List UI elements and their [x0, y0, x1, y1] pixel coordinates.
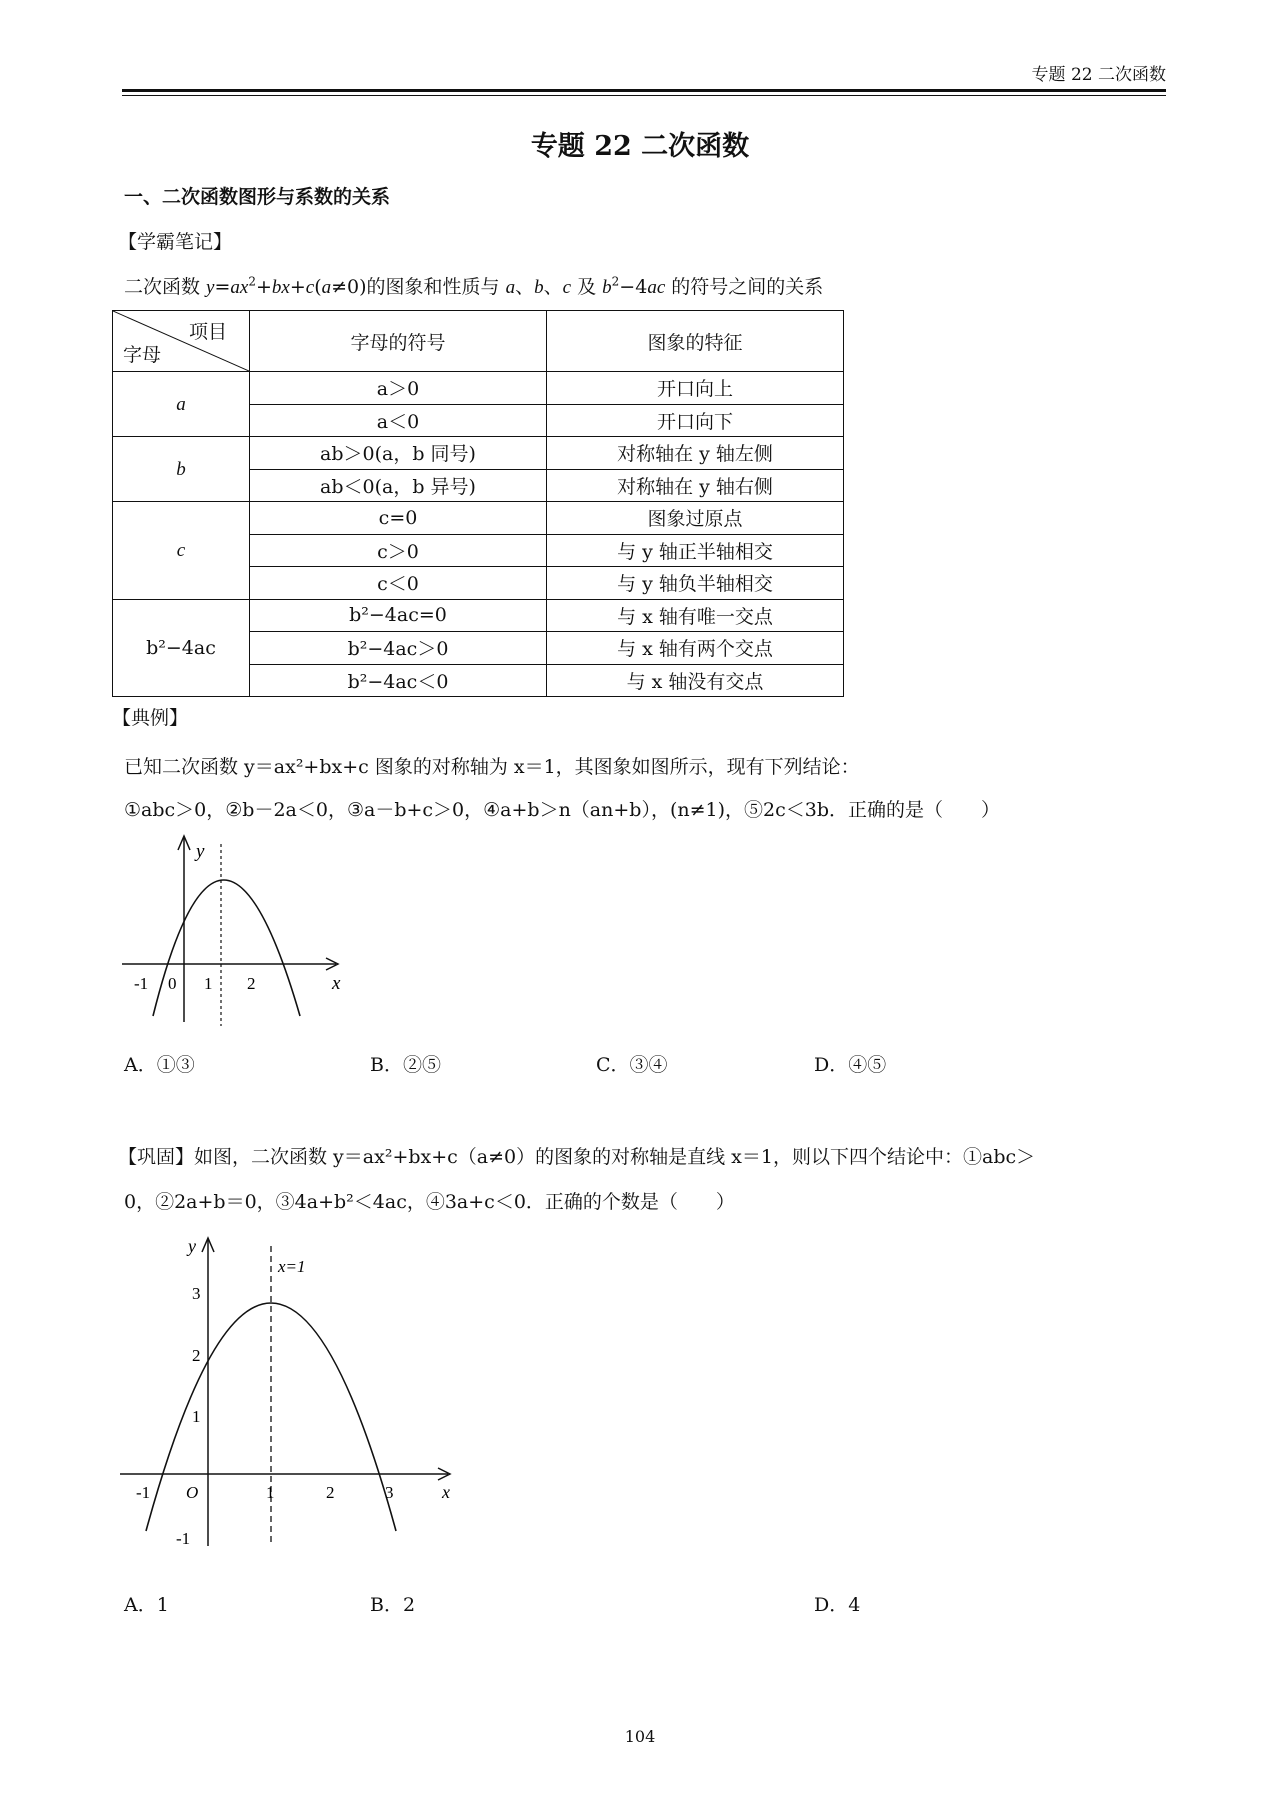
feature-cell: 对称轴在 y 轴左侧: [547, 437, 844, 470]
table-row: [113, 437, 844, 470]
sign-cell: c＜0: [250, 567, 547, 600]
intro-paragraph: 二次函数 $y=ax^2+bx+c(a\ne 0)$的图象和性质与 a、b、c 及 $b^2-4ac$ 的符号之间的关系: [124, 274, 824, 298]
sign-cell: a＞0: [250, 372, 547, 405]
header-rule: [122, 89, 1166, 92]
tick-label: 2: [247, 974, 256, 993]
y-tick-label: 1: [192, 1407, 201, 1426]
tick-label: 0: [168, 974, 177, 993]
practice-question-line2: 0，②2a+b＝0，③4a+b²＜4ac，④3a+c＜0．正确的个数是（ ）: [124, 1191, 735, 1213]
sign-cell: b²−4ac＜0: [250, 664, 547, 697]
running-header: 专题 22 二次函数: [1031, 65, 1166, 85]
header-item: 项目: [188, 321, 227, 343]
x-tick-label: 3: [385, 1483, 394, 1502]
table-row: [113, 599, 844, 632]
sign-properties-table: [112, 310, 844, 697]
y-axis-label: y: [196, 841, 205, 862]
feature-cell: 与 y 轴负半轴相交: [547, 567, 844, 600]
feature-cell: 与 x 轴有两个交点: [547, 632, 844, 665]
y-tick-label: 3: [192, 1284, 201, 1303]
sign-cell: ab＜0(a，b 异号): [250, 469, 547, 502]
practice-question-line1: 【巩固】如图，二次函数 y＝ax²+bx+c（a≠0）的图象的对称轴是直线 x＝1，则以下四个结论中：①abc＞: [118, 1146, 1036, 1168]
tick-label: 1: [204, 974, 213, 993]
y-tick-label: -1: [176, 1529, 191, 1548]
x-axis-label: x: [332, 973, 341, 994]
parabola: [153, 880, 300, 1016]
column-header: 图象的特征: [547, 311, 844, 372]
option-b[interactable]: B．2: [370, 1594, 416, 1616]
feature-cell: 开口向下: [547, 404, 844, 437]
x-tick-label: -1: [136, 1483, 151, 1502]
sign-cell: c=0: [250, 502, 547, 535]
note-tag: 【学霸笔记】: [118, 231, 233, 253]
option-c[interactable]: C．③④: [596, 1054, 668, 1076]
page-title: 专题 22 二次函数: [530, 131, 750, 162]
practice-graph: [112, 1228, 462, 1553]
example-tag: 【典例】: [112, 707, 189, 729]
sign-cell: a＜0: [250, 404, 547, 437]
example-question-line2: ①abc＞0，②b－2a＜0，③a－b+c＞0，④a+b＞n（an+b），(n≠1)，⑤2c＜3b．正确的是（ ）: [124, 799, 1001, 821]
letter-cell: a: [113, 372, 250, 437]
diagonal-header-cell: [113, 311, 250, 372]
y-axis-label: y: [188, 1236, 196, 1256]
table-row: [113, 372, 844, 405]
sign-cell: b²−4ac=0: [250, 599, 547, 632]
column-header: 字母的符号: [250, 311, 547, 372]
option-a[interactable]: A．①③: [124, 1054, 195, 1076]
tick-label: -1: [134, 974, 149, 993]
example-question-line1: 已知二次函数 y＝ax²+bx+c 图象的对称轴为 x＝1，其图象如图所示，现有下列结论：: [124, 756, 860, 778]
feature-cell: 图象过原点: [547, 502, 844, 535]
origin-label: O: [186, 1483, 199, 1502]
option-a[interactable]: A．1: [124, 1594, 169, 1616]
x-tick-label: 2: [326, 1483, 335, 1502]
sign-cell: b²−4ac＞0: [250, 632, 547, 665]
header-letter: 字母: [123, 344, 162, 366]
option-d[interactable]: D．④⑤: [814, 1054, 887, 1076]
feature-cell: 开口向上: [547, 372, 844, 405]
table-header-row: [113, 311, 844, 372]
sign-cell: c＞0: [250, 534, 547, 567]
table-row: [113, 502, 844, 535]
x-tick-label: 1: [266, 1483, 275, 1502]
letter-cell: b²−4ac: [113, 599, 250, 697]
sign-cell: ab＞0(a，b 同号): [250, 437, 547, 470]
page-number: 104: [624, 1727, 656, 1746]
y-tick-label: 2: [192, 1346, 201, 1365]
letter-cell: b: [113, 437, 250, 502]
feature-cell: 对称轴在 y 轴右侧: [547, 469, 844, 502]
feature-cell: 与 x 轴有唯一交点: [547, 599, 844, 632]
option-b[interactable]: B．②⑤: [370, 1054, 441, 1076]
letter-cell: c: [113, 502, 250, 600]
feature-cell: 与 y 轴正半轴相交: [547, 534, 844, 567]
feature-cell: 与 x 轴没有交点: [547, 664, 844, 697]
x-axis-label: x: [442, 1482, 450, 1502]
section-heading: 一、二次函数图形与系数的关系: [124, 186, 391, 208]
symmetry-axis-label: x=1: [278, 1257, 306, 1276]
header-rule-thin: [122, 95, 1166, 96]
option-d[interactable]: D．4: [814, 1594, 861, 1616]
example-graph: [118, 830, 358, 1030]
